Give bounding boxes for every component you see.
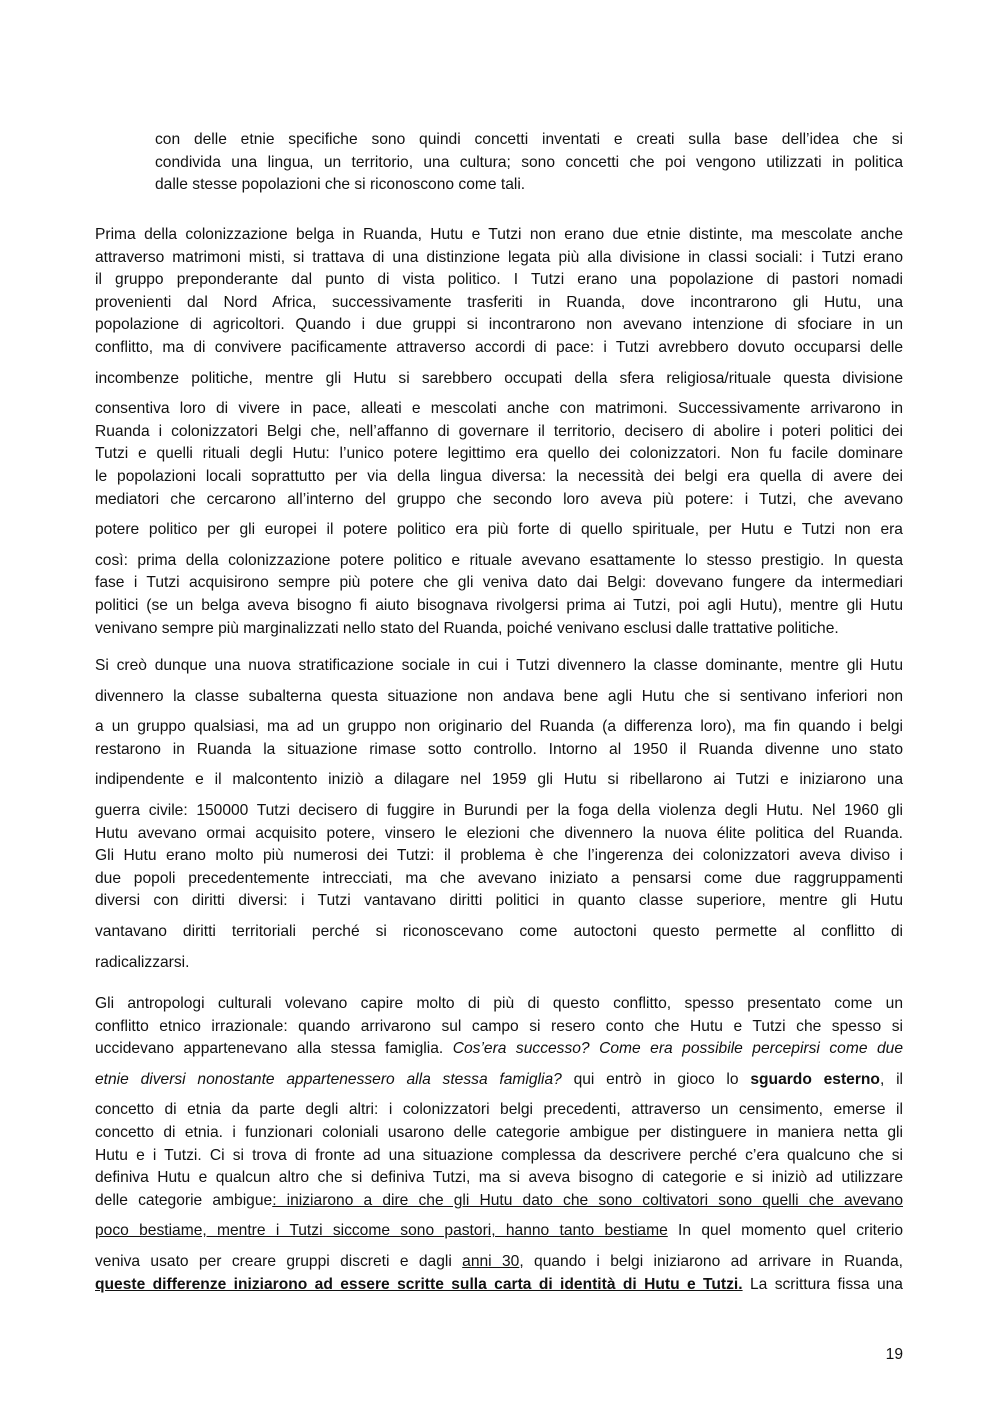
text-line: così: prima della colonizzazione potere politico e rituale avevano esattamente lo stesso prestigio. In questa [95,551,903,569]
text-run: , il [879,1070,904,1088]
underlined-text: anni 30 [462,1252,520,1270]
text-line: concetto di etnia. i funzionari coloniali usarono delle categorie ambigue per distinguere in maniera netta gli [95,1123,903,1141]
text-line: a un gruppo qualsiasi, ma ad un gruppo non originario del Ruanda (a differenza loro), ma fin quando i belgi [95,718,903,736]
paragraph [95,224,903,640]
text-line: indipendente e il malcontento iniziò a dilagare nel 1959 gli Hutu si ribellarono ai Tutzi e iniziarono una [95,771,903,789]
text-line [95,1220,903,1243]
text-line: Ruanda i colonizzatori Belgi che, nell’affanno di governare il territorio, decisero di abolire i poteri politici dei [95,422,903,440]
text-line: venivano sempre più marginalizzati nello stato del Ruanda, poiché venivano esclusi dalle trattative politiche. [95,619,839,637]
paragraph [95,655,903,974]
text-line [95,1038,903,1061]
text-run: La scrittura fissa una [742,1275,903,1293]
text-line: potere politico per gli europei il potere politico era più forte di quello spirituale, per Hutu e Tutzi non era [95,521,903,539]
text-run: uccidevano appartenevano alla stessa famiglia. [95,1040,453,1058]
text-line: politici (se un belga aveva bisogno fi aiuto bisognava rivolgersi prima ai Tutzi, poi agli Hutu), mentre gli Hutu [95,596,903,614]
text-line: Hutu avevano ormai acquisito potere, vinsero le elezioni che divennero la nuova élite politica del Ruanda. [95,824,903,842]
text-line: condivida una lingua, un territorio, una cultura; sono concetti che poi vengono utilizzati in politica [155,153,903,171]
text-line: concetto di etnia da parte degli altri: i colonizzatori belgi precedenti, attraverso un censimento, emerse il [95,1101,903,1119]
text-line: incombenze politiche, mentre gli Hutu si sarebbero occupati della sfera religiosa/rituale questa divisione [95,369,903,387]
text-line: il gruppo preponderante dal punto di vista politico. I Tutzi erano una popolazione di pastori nomadi [95,271,903,289]
text-line: Prima della colonizzazione belga in Ruanda, Hutu e Tutzi non erano due etnie distinte, ma mescolate anche [95,226,903,243]
paragraph [95,993,903,1296]
text-line: Hutu e i Tutzi. Ci si trova di fronte ad una situazione complessa da descrivere perché c’era qualcuno che si [95,1146,903,1164]
text-run: qui entrò in gioco lo [561,1070,751,1088]
text-line: dalle stesse popolazioni che si riconoscono come tali. [155,176,526,194]
underlined-text: : iniziarono a dire che gli Hutu dato che sono coltivatori sono quelli che avevano [272,1191,903,1209]
text-line: due popoli precedentemente intrecciati, ma che avevano iniziato a pensarsi come due raggruppamenti [95,869,903,887]
page-number: 19 [885,1346,903,1363]
text-line: con delle etnie specifiche sono quindi concetti inventati e creati sulla base dell’idea che si [155,131,903,148]
text-line: restarono in Ruanda la situazione rimase sotto controllo. Intorno al 1950 il Ruanda divenne uno stato [95,740,903,758]
underlined-text: poco bestiame, mentre i Tutzi siccome sono pastori, hanno tanto bestiame [95,1222,668,1240]
text-line: attraverso matrimoni misti, si trattava di una distinzione legata più alla divisione in classi sociali: i Tutzi erano [95,248,903,266]
text-line: Tutzi e quelli rituali degli Hutu: l’unico potere legittimo era quello dei colonizzatori. Non fu facile dominare [95,445,903,463]
text-run: delle categorie ambigue [95,1191,273,1209]
text-line [95,1069,903,1092]
text-line: provenienti dal Nord Africa, successivamente trasferiti in Ruanda, dove incontrarono gli Hutu, una [95,293,903,311]
text-line: consentiva loro di vivere in pace, alleati e mescolati anche con matrimoni. Successivamente arrivarono in [95,400,903,418]
bold-term: sguardo esterno [750,1070,880,1088]
text-line: definiva Hutu e qualcun altro che si definiva Tutzi, ma si aveva bisogno di categorie e si iniziò ad utilizzare [95,1169,903,1187]
text-line: divennero la classe subalterna questa situazione non andava bene agli Hutu che si sentivano inferiori non [95,687,903,705]
text-line: Gli Hutu erano molto più numerosi dei Tutzi: il problema è che l’ingerenza dei colonizzatori aveva diviso i [95,847,903,865]
text-line [95,1190,903,1213]
text-line [95,1274,903,1297]
text-line: Gli antropologi culturali volevano capire molto di più di questo conflitto, spesso presentato come un [95,995,903,1012]
text-run: In quel momento quel criterio [667,1222,903,1240]
bold-underlined-text: queste differenze iniziarono ad essere scritte sulla carta di identità di Hutu e Tutzi. [95,1275,743,1293]
text-line: fase i Tutzi acquisirono sempre più potere che gli veniva dato dai Belgi: dovevano fungere da intermediari [95,574,903,592]
italic-question: etnie diversi nonostante appartenessero alla stessa famiglia? [95,1070,562,1088]
text-line: radicalizzarsi. [95,953,190,971]
paragraph-indented [155,129,903,197]
text-run: , quando i belgi iniziarono ad arrivare in Ruanda, [519,1252,903,1270]
italic-question: Cos’era successo? Come era possibile percepirsi come due [452,1040,903,1058]
text-line: conflitto, ma di convivere pacificamente attraverso accordi di pace: i Tutzi avrebbero dovuto occuparsi delle [95,338,903,356]
text-line: conflitto etnico irrazionale: quando arrivarono sul campo si resero conto che Hutu e Tutzi che spesso si [95,1017,903,1035]
text-line: le popolazioni locali soprattutto per via della lingua diversa: la necessità dei belgi era quella di avere dei [95,467,903,485]
text-line [95,1251,903,1274]
text-line: guerra civile: 150000 Tutzi decisero di fuggire in Burundi per la foga della violenza degli Hutu. Nel 1960 gli [95,801,903,819]
text-line: popolazione di agricoltori. Quando i due gruppi si incontrarono non avevano intenzione di sfociare in un [95,316,903,334]
text-line: diversi con diritti diversi: i Tutzi vantavano diritti politici in quanto classe superiore, mentre gli Hutu [95,892,903,910]
text-line: Si creò dunque una nuova stratificazione sociale in cui i Tutzi divennero la classe dominante, mentre gli Hutu [95,657,903,674]
text-run: veniva usato per creare gruppi discreti e dagli [95,1252,463,1270]
text-line: mediatori che cercarono all’interno del gruppo che secondo loro aveva più potere: i Tutzi, che avevano [95,490,903,508]
text-line: vantavano diritti territoriali perché si riconoscevano come autoctoni questo permette al conflitto di [95,922,903,940]
